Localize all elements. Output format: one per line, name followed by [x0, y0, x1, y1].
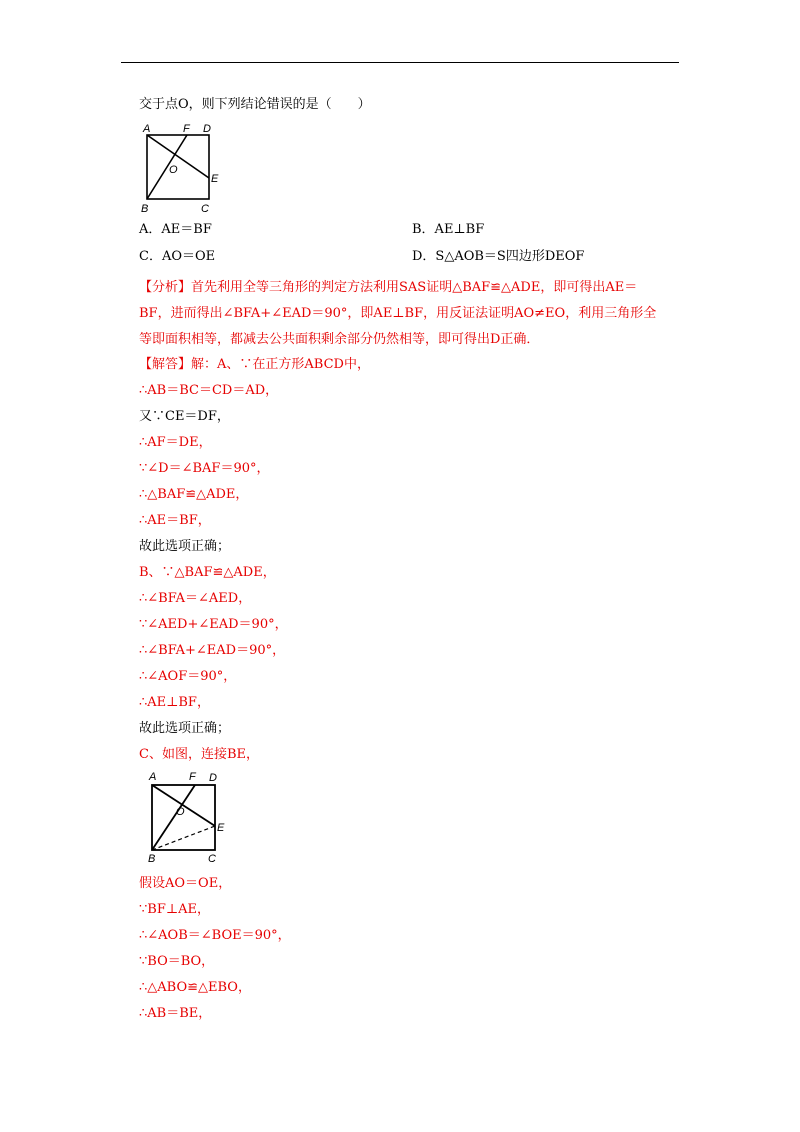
solution-line: ∵BF⊥AE，: [139, 902, 210, 917]
solution-line: ∴AE＝BF，: [139, 513, 211, 528]
label-c: C: [201, 203, 209, 215]
solution-line: ∴AB＝BE，: [139, 1006, 212, 1021]
label-f: F: [189, 771, 196, 783]
solution-line: ∴∠BFA+∠EAD＝90°，: [139, 643, 286, 658]
option-b: B．AE⊥BF: [412, 222, 485, 237]
solution-line: ∴∠AOB＝∠BOE＝90°，: [139, 928, 291, 943]
question-stem: 交于点O，则下列结论错误的是（ ）: [139, 97, 371, 112]
label-b: B: [141, 203, 149, 215]
solution-line: 故此选项正确；: [139, 721, 231, 736]
solution-line: B、∵△BAF≌△ADE，: [139, 565, 276, 580]
label-o: O: [176, 806, 185, 818]
label-f: F: [183, 123, 190, 135]
figure-square-2: [139, 768, 239, 868]
option-a: A．AE＝BF: [139, 222, 212, 237]
solution-line: 又∵CE＝DF，: [139, 409, 230, 424]
solution-line: ∴△ABO≌△EBO，: [139, 980, 251, 995]
label-a: A: [143, 123, 151, 135]
solution-line: 【解答】解：A、∵在正方形ABCD中，: [139, 357, 370, 372]
label-d: D: [209, 772, 217, 784]
solution-line: ∵∠D＝∠BAF＝90°，: [139, 461, 270, 476]
label-e: E: [217, 822, 225, 834]
solution-line: ∴△BAF≌△ADE，: [139, 487, 249, 502]
label-o: O: [169, 164, 178, 176]
option-c: C．AO＝OE: [139, 249, 216, 264]
solution-line: C、如图，连接BE，: [139, 747, 259, 762]
solution-line: ∵∠AED+∠EAD＝90°，: [139, 617, 288, 632]
solution-line: 故此选项正确；: [139, 539, 231, 554]
solution-line: ∴∠BFA＝∠AED，: [139, 591, 252, 606]
solution-line: ∴∠AOF＝90°，: [139, 669, 237, 684]
label-e: E: [211, 173, 219, 185]
analysis-paragraph: 【分析】首先利用全等三角形的判定方法利用SAS证明△BAF≌△ADE，即可得出AE＝BF，进而得出∠BFA+∠EAD＝90°，即AE⊥BF，用反证法证明AO≠EO，利用三角形全等即面积相等，都减去公共面积剩余部分仍然相等，即可得出D正确．: [139, 280, 657, 347]
solution-line: 假设AO＝OE，: [139, 876, 232, 891]
figure-square-1: [139, 120, 229, 215]
solution-line: ∴AE⊥BF，: [139, 695, 210, 710]
label-d: D: [203, 123, 211, 135]
solution-line: ∴AF＝DE，: [139, 435, 212, 450]
solution-line: ∵BO＝BO，: [139, 954, 215, 969]
label-c: C: [208, 853, 216, 865]
label-a: A: [149, 771, 157, 783]
label-b: B: [148, 853, 156, 865]
header-rule: [121, 62, 679, 63]
solution-line: ∴AB＝BC＝CD＝AD，: [139, 383, 279, 398]
option-d: D．S△AOB＝S四边形DEOF: [412, 249, 585, 264]
